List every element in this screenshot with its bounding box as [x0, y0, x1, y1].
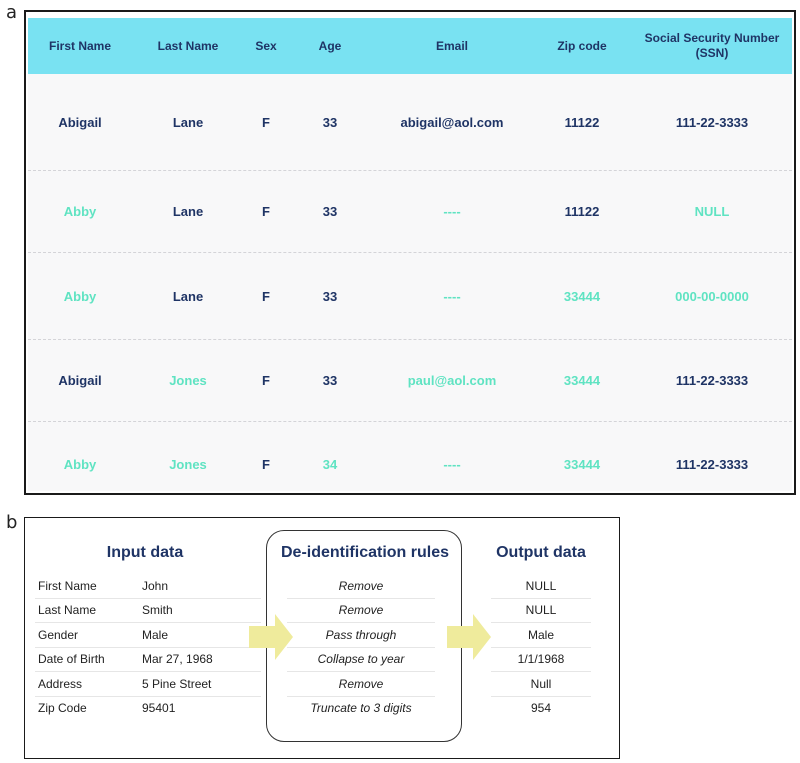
- field-value: Smith: [142, 603, 173, 618]
- field-name: Date of Birth: [38, 652, 105, 667]
- input-field-row: [35, 648, 261, 673]
- table-cell: ----: [443, 288, 461, 304]
- output-data-title: Output data: [496, 544, 586, 561]
- table-cell: 33: [322, 204, 338, 219]
- table-cell: NULL: [694, 204, 730, 219]
- output-value: 1/1/1968: [491, 648, 591, 673]
- rule-item: Truncate to 3 digits: [310, 701, 412, 716]
- table-cell: 33444: [563, 288, 601, 304]
- table-cell: 111-22-3333: [675, 373, 749, 388]
- arrow-right-icon: [249, 614, 293, 660]
- table-cell: Abby: [63, 456, 97, 472]
- field-name: Last Name: [38, 603, 97, 618]
- input-field-row: [35, 697, 261, 721]
- table-cell: Abby: [63, 288, 97, 304]
- table-cell: paul@aol.com: [407, 373, 497, 388]
- input-field-row: [35, 574, 261, 599]
- table-header: [28, 18, 792, 74]
- panel-b: [24, 517, 620, 759]
- panel-b-label: b: [6, 512, 18, 533]
- table-row: [28, 253, 792, 340]
- table-cell: Abby: [63, 204, 97, 219]
- table-cell: 11122: [564, 204, 600, 219]
- table-cell: F: [262, 114, 270, 130]
- output-value: NULL: [491, 599, 591, 624]
- input-field-row: [35, 623, 261, 648]
- field-name: Zip Code: [38, 701, 87, 716]
- field-value: 95401: [142, 701, 176, 716]
- column-header: Sex: [255, 38, 277, 53]
- table-cell: 33444: [563, 373, 601, 388]
- table-cell: Lane: [172, 114, 204, 130]
- table-cell: 33444: [563, 456, 601, 472]
- table-cell: Lane: [172, 204, 204, 219]
- rules-list: [287, 574, 435, 720]
- table-cell: 33: [322, 373, 338, 388]
- table-cell: Abigail: [58, 114, 102, 130]
- field-value: 5 Pine Street: [142, 676, 212, 691]
- table-body: [28, 74, 792, 506]
- field-value: Male: [142, 627, 169, 642]
- rule-item: Pass through: [287, 623, 435, 648]
- table-cell: 11122: [564, 114, 600, 130]
- arrow-right-icon: [447, 614, 491, 660]
- table-row: [28, 422, 792, 506]
- table-cell: F: [262, 204, 270, 219]
- table-cell: ----: [443, 204, 461, 219]
- field-name: Gender: [38, 627, 79, 642]
- field-value: John: [142, 578, 169, 593]
- output-value: Male: [491, 623, 591, 648]
- table-row: [28, 74, 792, 171]
- column-header: Social Security Number (SSN): [644, 31, 780, 60]
- table-cell: ----: [443, 456, 461, 472]
- output-data-list: [491, 574, 591, 720]
- rule-item: Remove: [287, 672, 435, 697]
- input-data-title: Input data: [106, 544, 184, 561]
- output-value: 954: [530, 701, 552, 716]
- table-cell: 33: [322, 114, 338, 130]
- table-cell: 34: [322, 456, 338, 472]
- column-header: First Name: [48, 38, 112, 53]
- panel-a: [24, 10, 796, 495]
- field-name: Address: [38, 676, 83, 691]
- column-header: Zip code: [557, 38, 607, 53]
- deidentified-records-table: [28, 18, 792, 491]
- table-cell: F: [262, 288, 270, 304]
- table-cell: 33: [322, 288, 338, 304]
- table-cell: Abigail: [58, 373, 102, 388]
- rule-item: Collapse to year: [287, 648, 435, 673]
- input-data-list: [35, 574, 261, 720]
- panel-a-label: a: [6, 2, 18, 23]
- rule-item: Remove: [287, 574, 435, 599]
- rule-item: Remove: [287, 599, 435, 624]
- output-value: Null: [491, 672, 591, 697]
- table-cell: Lane: [172, 288, 204, 304]
- output-value: NULL: [491, 574, 591, 599]
- table-cell: F: [262, 456, 270, 472]
- field-name: First Name: [38, 578, 97, 593]
- column-header: Age: [318, 38, 342, 53]
- rules-title: De-identification rules: [280, 544, 450, 561]
- input-field-row: [35, 672, 261, 697]
- table-cell: Jones: [169, 456, 207, 472]
- table-cell: 000-00-0000: [675, 288, 749, 304]
- column-header: Email: [435, 38, 468, 53]
- field-value: Mar 27, 1968: [142, 652, 213, 667]
- table-row: [28, 340, 792, 422]
- table-cell: F: [262, 373, 270, 388]
- table-cell: Jones: [169, 373, 207, 388]
- table-cell: abigail@aol.com: [400, 114, 504, 130]
- table-cell: 111-22-3333: [675, 114, 749, 130]
- table-row: [28, 171, 792, 253]
- input-field-row: [35, 599, 261, 624]
- table-cell: 111-22-3333: [675, 456, 749, 472]
- column-header: Last Name: [157, 38, 219, 53]
